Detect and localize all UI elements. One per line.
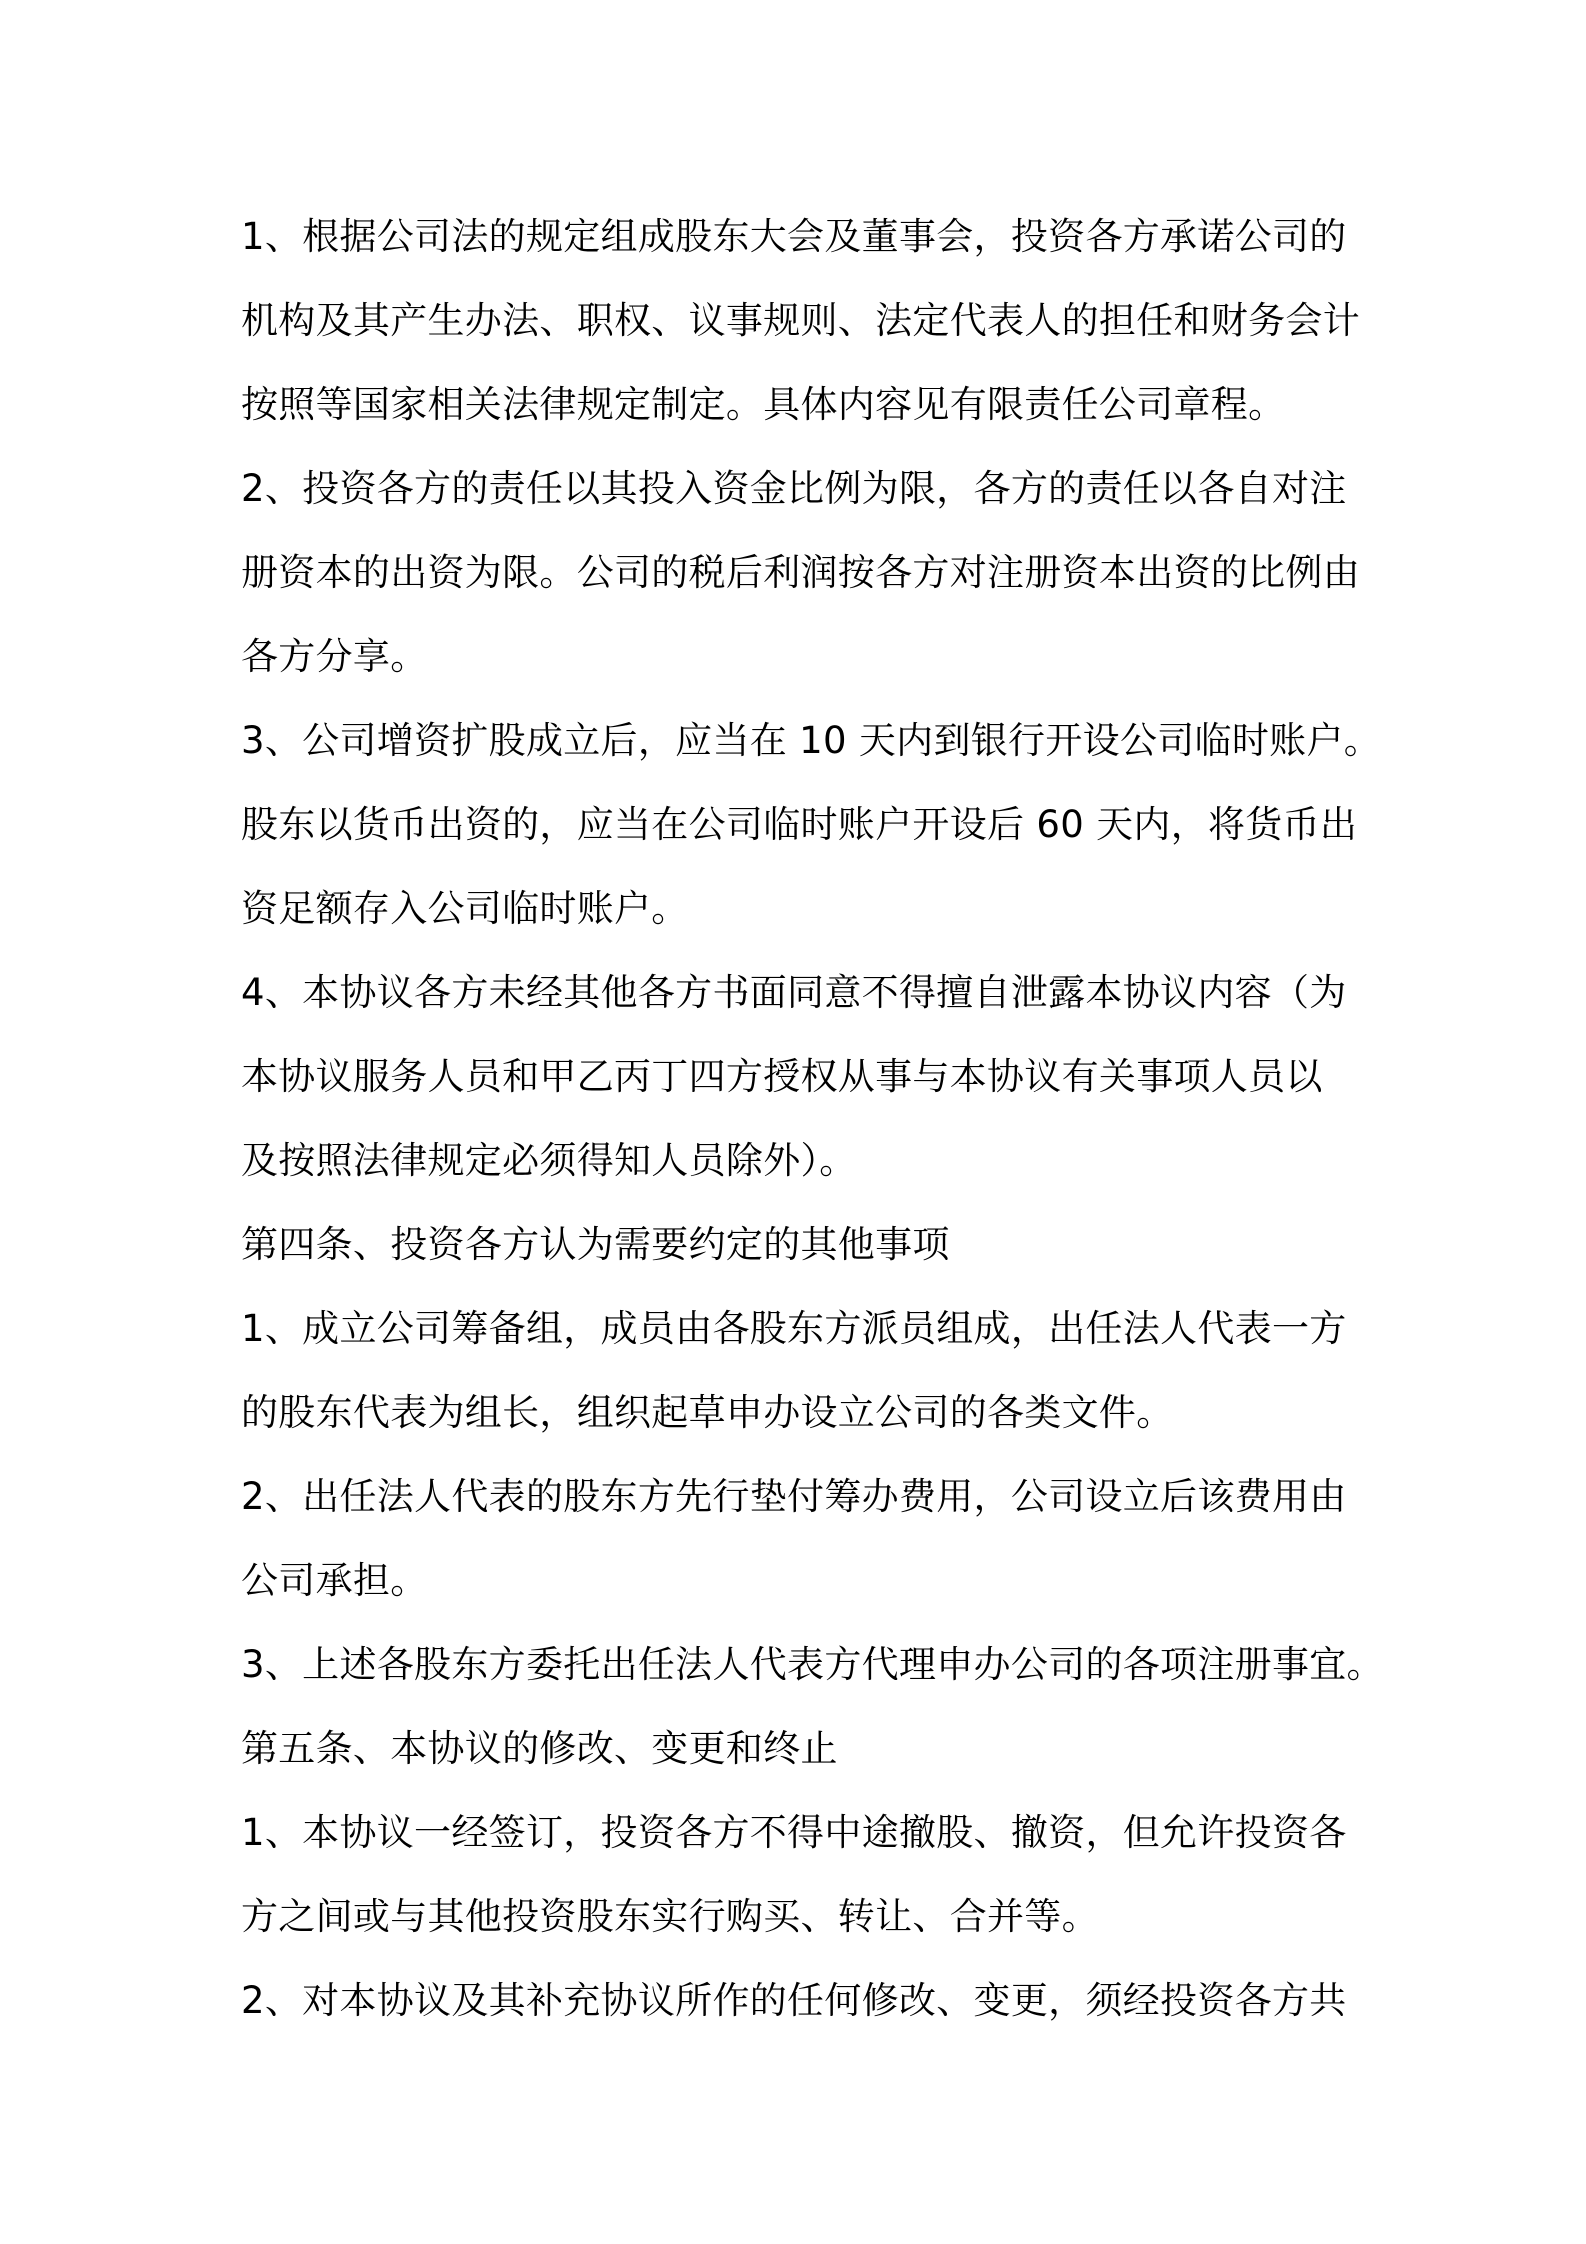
document-line: 2、出任法人代表的股东方先行垫付筹办费用，公司设立后该费用由 (241, 1475, 1347, 1518)
document-line: 3、上述各股东方委托出任法人代表方代理申办公司的各项注册事宜。 (241, 1643, 1384, 1686)
document-line: 股东以货币出资的，应当在公司临时账户开设后 60 天内，将货币出 (241, 803, 1358, 846)
document-line: 4、本协议各方未经其他各方书面同意不得擅自泄露本协议内容（为 (241, 971, 1347, 1014)
document-line: 及按照法律规定必须得知人员除外）。 (241, 1139, 857, 1182)
document-body (241, 195, 1384, 2043)
document-line: 按照等国家相关法律规定制定。具体内容见有限责任公司章程。 (241, 383, 1286, 426)
document-line: 方之间或与其他投资股东实行购买、转让、合并等。 (241, 1895, 1099, 1938)
document-line: 本协议服务人员和甲乙丙丁四方授权从事与本协议有关事项人员以 (241, 1055, 1323, 1098)
document-line: 的股东代表为组长，组织起草申办设立公司的各类文件。 (241, 1391, 1174, 1434)
document-line: 1、根据公司法的规定组成股东大会及董事会，投资各方承诺公司的 (241, 215, 1347, 258)
document-line: 1、本协议一经签订，投资各方不得中途撤股、撤资，但允许投资各 (241, 1811, 1347, 1854)
document-line: 3、公司增资扩股成立后，应当在 10 天内到银行开设公司临时账户。 (241, 719, 1382, 762)
document-line: 公司承担。 (241, 1559, 428, 1602)
document-line: 资足额存入公司临时账户。 (241, 887, 689, 930)
document-line: 2、对本协议及其补充协议所作的任何修改、变更，须经投资各方共 (241, 1979, 1347, 2022)
document-line: 2、投资各方的责任以其投入资金比例为限，各方的责任以各自对注 (241, 467, 1347, 510)
section-heading: 第五条、本协议的修改、变更和终止 (241, 1727, 838, 1770)
document-line: 机构及其产生办法、职权、议事规则、法定代表人的担任和财务会计 (241, 299, 1360, 342)
document-line: 1、成立公司筹备组，成员由各股东方派员组成，出任法人代表一方 (241, 1307, 1347, 1350)
document-line: 各方分享。 (241, 635, 428, 678)
document-line: 册资本的出资为限。公司的税后利润按各方对注册资本出资的比例由 (241, 551, 1360, 594)
section-heading: 第四条、投资各方认为需要约定的其他事项 (241, 1223, 950, 1266)
